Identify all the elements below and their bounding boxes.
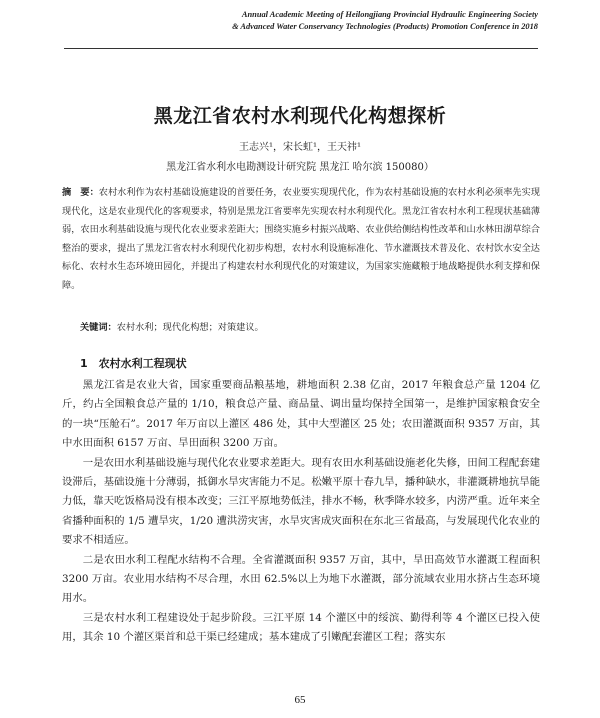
paper-title: 黑龙江省农村水利现代化构想探析 [153, 105, 447, 127]
abstract-text: 农村水利作为农村基础设施建设的首要任务，农业要实现现代化，作为农村基础设施的农村水利必须率先实现现代化，这是农业现代化的客观要求，特别是黑龙江省要率先实现农村水利现代化。黑龙江省农村水利工程现状基础薄弱，农田水利基础设施与现代化农业要求差距大；围绕实施乡村振兴战略、农业供给侧结构性改革和山水林田湖草综合整治的要求，提出了黑龙江省农村水利现代化初步构想，农村水利设施标准化、节水灌溉技术普及化、农村饮水安全达标化、农村水生态环境田园化，并提出了构建农村水利现代化的对策建议，为国家实施藏粮于地战略提供水利支撑和保障。 [62, 187, 541, 291]
keywords-label: 关键词： [80, 322, 117, 333]
running-header [78, 9, 538, 33]
page-number: 65 [294, 694, 306, 706]
header-line-2: & Advanced Water Conservancy Technologies (Products) Promotion Conference in 2018 [232, 22, 538, 31]
affiliation: 黑龙江省水利水电勘测设计研究院 黑龙江 哈尔滨 150080） [166, 162, 434, 173]
paragraph: 三是农村水利工程建设处于起步阶段。三江平原 14 个灌区中的绥滨、勤得利等 4 个灌区已投入使用，其余 10 个灌区渠首和总干渠已经建成；基本建成了引嫩配套灌区工程；落实东 [62, 611, 540, 644]
header-line-1: Annual Academic Meeting of Heilongjiang Provincial Hydraulic Engineering Society [241, 10, 538, 19]
paragraph: 一是农田水利基础设施与现代化农业要求差距大。现有农田水利基础设施老化失修，田间工程配套建设滞后，基础设施十分薄弱，抵御水旱灾害能力不足。松嫩平原十春九旱，播种缺水，非灌溉耕地抗旱能力低，靠天吃饭格局没有根本改变；三江平原地势低洼，排水不畅，秋季降水较多，内涝严重。近年来全省播种面积的 1/5 遭旱灾，1/20 遭洪涝灾害，水旱灾害成灾面积在东北三省最高，与发展现代化农业的要求不相适应。 [62, 456, 540, 547]
abstract-label: 摘 要： [62, 187, 99, 198]
paragraph: 二是农田水利工程配水结构不合理。全省灌溉面积 9357 万亩，其中，旱田高效节水灌溉工程面积 3200 万亩。农业用水结构不尽合理，水田 62.5%以上为地下水灌溉，部分流域农业用水挤占生态环境用水。 [62, 553, 540, 605]
section-body [62, 376, 540, 648]
abstract [62, 184, 540, 296]
section-heading: 1 农村水利工程现状 [80, 357, 187, 370]
authors: 王志兴¹，宋长虹¹，王天祎¹ [238, 142, 362, 153]
header-rule [64, 48, 538, 49]
keywords [80, 319, 540, 337]
keywords-text: 农村水利；现代化构想；对策建议。 [116, 322, 264, 333]
paragraph: 黑龙江省是农业大省，国家重要商品粮基地，耕地面积 2.38 亿亩，2017 年粮食总产量 1204 亿斤，约占全国粮食总产量的 1/10，粮食总产量、商品量、调出量均保持全国第一，是维护国家粮食安全的一块“压舱石”。2017 年万亩以上灌区 486 处，其中大型灌区 25 处；农田灌溉面积 9357 万亩，其中水田面积 6157 万亩、旱田面积 3200 万亩。 [62, 379, 540, 450]
